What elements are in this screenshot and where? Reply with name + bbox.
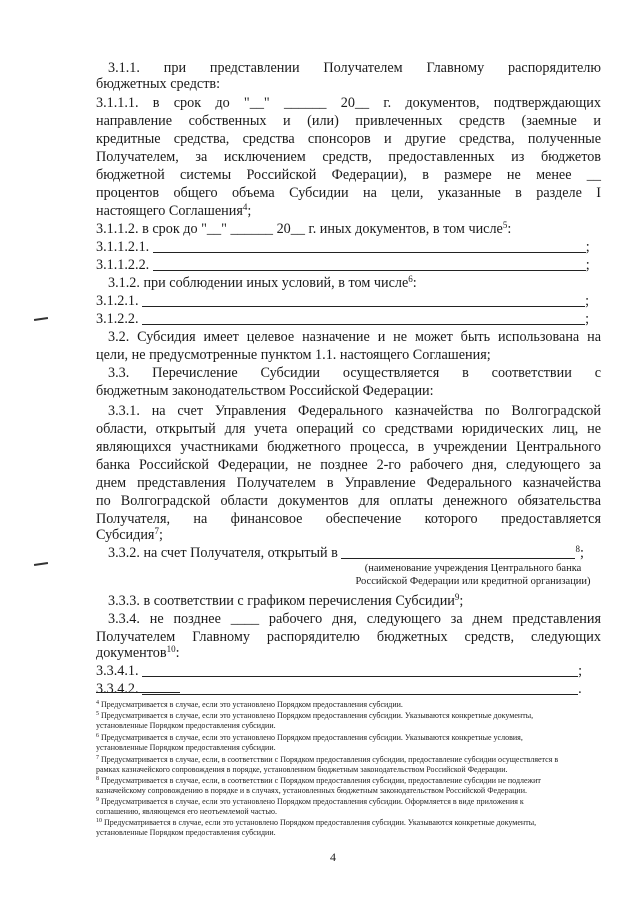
clause-3-3: 3.3. Перечисление Субсидии осуществляется в соответствии с	[108, 365, 601, 381]
clause-text: по Волгоградской области документов для оплаты денежного обязательства	[96, 493, 601, 509]
footnote-5-cont: установленные Порядком предоставления субсидии.	[96, 721, 276, 730]
clause-text: документов$^{10}$:	[96, 644, 180, 661]
clause-text: цели, не предусмотренные пунктом 1.1. настоящего Соглашения;	[96, 347, 491, 363]
clause-text: Получателя, на финансовое обеспечение которого предоставляется	[96, 511, 601, 527]
footnote-ref: 10	[166, 644, 176, 654]
fill-line	[341, 546, 575, 559]
footnote-10-cont: установленные Порядком предоставления субсидии.	[96, 828, 276, 837]
clause-3-3-4-1: 3.3.4.1. ;	[96, 663, 583, 679]
clause-text: днем представления Получателем в Управление Федерального казначейства	[96, 475, 601, 491]
clause-3-1-1: 3.1.1. при представлении Получателем Главному распорядителю	[108, 60, 601, 76]
fill-line	[153, 258, 586, 271]
clause-3-3-2: 3.3.2. на счет Получателя, открытый в $^8$;	[108, 544, 584, 561]
clause-text: являющихся участниками бюджетного процесса, в учреждении Центрального	[96, 439, 601, 455]
footnote-5: $^5$ Предусматривается в случае, если это установлено Порядком предоставления субсидии. Указываются конкретные документы,	[96, 711, 534, 720]
footnote-4: $^4$ Предусматривается в случае, если это установлено Порядком предоставления субсидии.	[96, 700, 403, 709]
clause-3-3-4: 3.3.4. не позднее ____ рабочего дня, следующего за днем представления	[108, 611, 601, 627]
clause-text: Субсидия$^7$;	[96, 526, 163, 543]
footnote-8: $^8$ Предусматривается в случае, если, в соответствии с Порядком предоставления субсидии, предоставление субсидии не подлежит	[96, 776, 541, 785]
fill-line	[142, 664, 578, 677]
footnote-7: $^7$ Предусматривается в случае, если, в соответствии с Порядком предоставления субсидии, предоставление субсидии осуществляется в	[96, 755, 559, 764]
clause-3-3-4-2: 3.3.4.2. .	[96, 681, 582, 697]
clause-3-1-2: 3.1.2. при соблюдении иных условий, в том числе$^6$:	[108, 274, 417, 291]
fill-line	[142, 312, 585, 325]
scan-mark	[34, 317, 48, 321]
fill-line	[142, 294, 585, 307]
scan-mark	[34, 562, 48, 566]
footnote-7-cont: рамках казначейского сопровождения в порядке, установленном бюджетным законодательством Российской Федерации.	[96, 765, 508, 774]
footnote-ref: 9	[454, 592, 460, 602]
footnote-ref: 4	[242, 202, 248, 212]
clause-3-1-1-2-1: 3.1.1.2.1. ;	[96, 239, 590, 255]
footnote-8-cont: казначейскому сопровождению в порядке и в случаях, установленных бюджетным законодательством Российской Федерации.	[96, 786, 527, 795]
footnote-10: $^{10}$ Предусматривается в случае, если это установлено Порядком предоставления субсидии. Указываются конкретные документы,	[96, 818, 537, 827]
clause-text: области, открытый для учета операций со средствами юридических лиц, не	[96, 421, 601, 437]
clause-3-1-1-2: 3.1.1.2. в срок до "__" ______ 20__ г. иных документов, в том числе$^5$:	[96, 220, 512, 237]
footnote-6: $^6$ Предусматривается в случае, если это установлено Порядком предоставления субсидии. Указываются конкретные условия,	[96, 733, 523, 742]
footnote-6-cont: установленные Порядком предоставления субсидии.	[96, 743, 276, 752]
footnote-9: $^9$ Предусматривается в случае, если это установлено Порядком предоставления субсидии. Оформляется в виде приложения к	[96, 797, 524, 806]
clause-3-3-3: 3.3.3. в соответствии с графиком перечисления Субсидии$^9$;	[108, 592, 464, 609]
footnote-separator	[96, 692, 180, 693]
clause-text: Получателем Главному распорядителю бюджетных средств, следующих	[96, 629, 601, 645]
footnote-ref: 8	[575, 544, 580, 554]
field-note: Российской Федерации или кредитной организации)	[355, 576, 591, 587]
clause-3-1-1-1: 3.1.1.1. в срок до "__" ______ 20__ г. документов, подтверждающих	[96, 95, 601, 111]
clause-text: банка Российской Федерации, не позднее 2-го рабочего дня, следующего за	[96, 457, 601, 473]
footnote-ref: 6	[408, 274, 413, 284]
clause-3-1-2-2: 3.1.2.2. ;	[96, 311, 590, 327]
clause-text: бюджетным законодательством Российской Федерации:	[96, 383, 434, 399]
clause-3-2: 3.2. Субсидия имеет целевое назначение и не может быть использована на	[108, 329, 601, 345]
clause-3-1-2-1: 3.1.2.1. ;	[96, 293, 590, 309]
clause-3-1-1-cont: бюджетных средств:	[96, 76, 221, 92]
clause-text: кредитные средства, средства спонсоров и другие средства, полученные	[96, 131, 601, 147]
page-number: 4	[330, 850, 336, 864]
footnote-ref: 5	[502, 220, 508, 230]
clause-3-3-1: 3.3.1. на счет Управления Федерального казначейства по Волгоградской	[108, 403, 601, 419]
footnote-ref: 7	[154, 526, 159, 536]
clause-text: направление собственных и (или) привлеченных средств (заемные и	[96, 113, 601, 129]
footnote-9-cont: соглашению, являющемся его неотъемлемой частью.	[96, 807, 277, 816]
field-note: (наименование учреждения Центрального банка	[364, 563, 582, 574]
fill-line	[153, 240, 586, 253]
clause-3-1-1-2-2: 3.1.1.2.2. ;	[96, 257, 590, 273]
clause-text: настоящего Соглашения$^4$;	[96, 202, 252, 219]
fill-line	[142, 682, 578, 695]
clause-text: процентов общего объема Субсидии на цели, указанные в разделе I	[96, 185, 601, 201]
clause-text: Получателем, за исключением средств, предоставленных из бюджетов	[96, 149, 601, 165]
clause-text: бюджетной системы Российской Федерации), в размере не менее __	[96, 167, 601, 183]
